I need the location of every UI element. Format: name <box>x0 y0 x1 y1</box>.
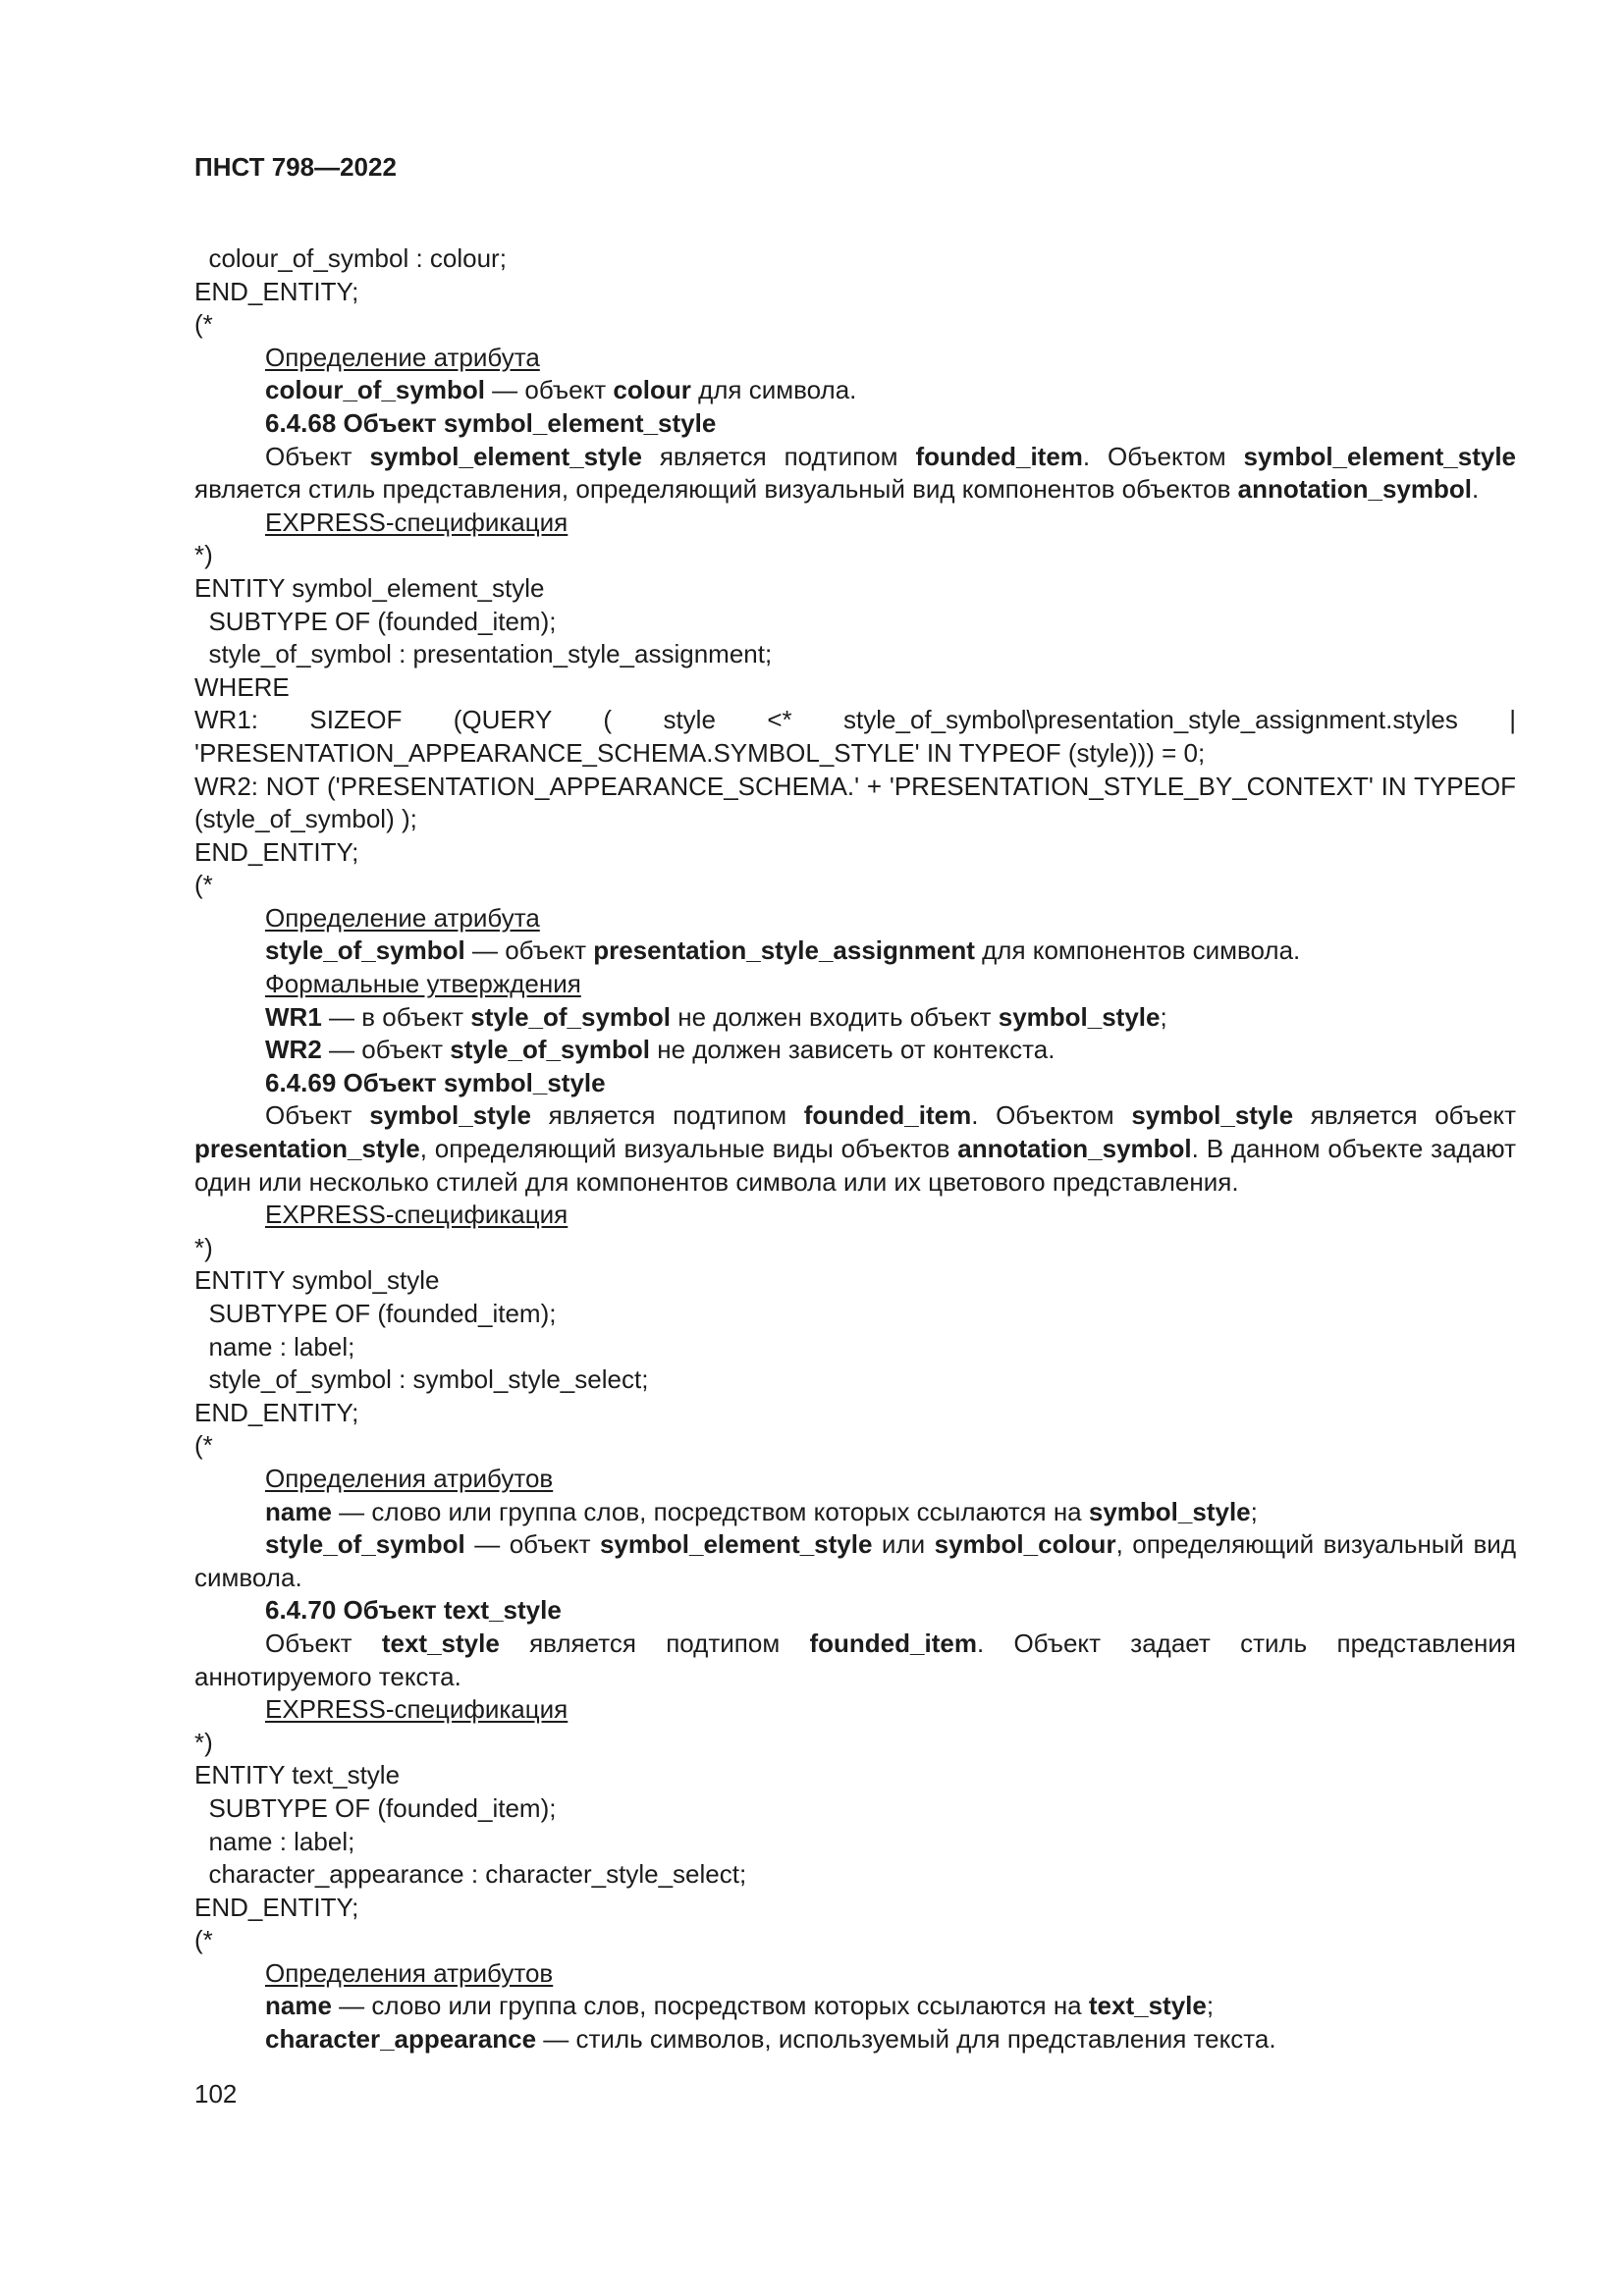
formal-statements-heading <box>194 968 1516 1001</box>
section-paragraph: Объект symbol_element_style является подтипом founded_item. Объектом symbol_element_style является стиль представления, определяющий визуальный вид компонентов объектов annotation_symbol. <box>194 441 1516 505</box>
express-spec-label: EXPRESS-спецификация <box>265 1200 568 1230</box>
code-line: ENTITY symbol_element_style <box>194 572 545 603</box>
attribute-definition-label: Определение атрибута <box>265 342 540 372</box>
document-id-header: ПНСТ 798—2022 <box>194 152 397 182</box>
rule-line-wr1: WR1 — в объект style_of_symbol не должен входить объект symbol_style; <box>265 1001 1167 1032</box>
code-line: character_appearance : character_style_select; <box>194 1859 747 1890</box>
attribute-definition-line: name — слово или группа слов, посредством которых ссылаются на text_style; <box>265 1991 1215 2021</box>
attribute-definition-line: colour_of_symbol — объект colour для символа. <box>265 375 857 405</box>
attribute-definition-heading <box>194 902 1516 935</box>
formal-statements-label: Формальные утверждения <box>265 969 581 999</box>
code-line-wrapped: WR2: NOT ('PRESENTATION_APPEARANCE_SCHEMA.' + 'PRESENTATION_STYLE_BY_CONTEXT' IN TYPEOF (style_of_symbol) ); <box>194 771 1516 834</box>
comment-close: *) <box>194 540 213 570</box>
express-spec-heading <box>194 1693 1516 1727</box>
comment-open: (* <box>194 1430 213 1461</box>
comment-close: *) <box>194 1727 213 1757</box>
section-heading-6-4-68: 6.4.68 Объект symbol_element_style <box>265 407 717 438</box>
code-line-wrapped: WR1: SIZEOF (QUERY ( style <* style_of_symbol\presentation_style_assignment.styles | 'PRESENTATION_APPEARANCE_SCHEMA.SYMBOL_STYLE' IN TYPEOF (style))) = 0; <box>194 705 1516 768</box>
code-line: END_ENTITY; <box>194 276 359 306</box>
attribute-definition-heading <box>194 342 1516 375</box>
comment-open: (* <box>194 870 213 900</box>
attribute-definition-line: style_of_symbol — объект symbol_element_style или symbol_colour, определяющий визуальный вид символа. <box>194 1529 1516 1592</box>
code-line: name : label; <box>194 1331 355 1362</box>
attribute-definition-line: character_appearance — стиль символов, используемый для представления текста. <box>265 2024 1276 2055</box>
document-page <box>194 147 1516 2056</box>
attribute-definition-label: Определение атрибута <box>265 902 540 933</box>
attribute-definitions-label: Определения атрибутов <box>265 1957 554 1988</box>
code-line: style_of_symbol : symbol_style_select; <box>194 1364 649 1395</box>
comment-open: (* <box>194 309 213 340</box>
attribute-definitions-heading <box>194 1957 1516 1991</box>
section-heading-6-4-70: 6.4.70 Объект text_style <box>265 1595 562 1626</box>
code-line: name : label; <box>194 1826 355 1856</box>
code-line: SUBTYPE OF (founded_item); <box>194 1299 557 1328</box>
express-spec-label: EXPRESS-спецификация <box>265 507 568 537</box>
rule-line-wr2: WR2 — объект style_of_symbol не должен зависеть от контекста. <box>265 1035 1056 1065</box>
attribute-definition-line: style_of_symbol — объект presentation_style_assignment для компонентов символа. <box>265 935 1301 966</box>
comment-open: (* <box>194 1925 213 1955</box>
attribute-definition-line: name — слово или группа слов, посредством которых ссылаются на symbol_style; <box>265 1496 1258 1526</box>
express-spec-heading <box>194 1199 1516 1232</box>
code-line: END_ENTITY; <box>194 836 359 867</box>
section-heading-6-4-69: 6.4.69 Объект symbol_style <box>265 1067 606 1097</box>
code-line: SUBTYPE OF (founded_item); <box>194 606 557 636</box>
code-line: colour_of_symbol : colour; <box>194 243 507 273</box>
page-number: 102 <box>194 2079 238 2109</box>
attribute-definitions-label: Определения атрибутов <box>265 1463 554 1493</box>
attribute-definitions-heading <box>194 1463 1516 1496</box>
comment-close: *) <box>194 1232 213 1262</box>
section-paragraph: Объект symbol_style является подтипом founded_item. Объектом symbol_style является объект presentation_style, определяющий визуальные виды объектов annotation_symbol. В данном объекте задают один или несколько стилей для компонентов символа или их цветового представления. <box>194 1100 1516 1197</box>
code-line: END_ENTITY; <box>194 1892 359 1922</box>
express-spec-label: EXPRESS-спецификация <box>265 1694 568 1725</box>
code-line: ENTITY text_style <box>194 1760 401 1790</box>
code-line: SUBTYPE OF (founded_item); <box>194 1792 557 1823</box>
code-line: WHERE <box>194 671 290 702</box>
code-line: END_ENTITY; <box>194 1397 359 1427</box>
express-spec-heading <box>194 507 1516 540</box>
section-paragraph: Объект text_style является подтипом founded_item. Объект задает стиль представления аннотируемого текста. <box>194 1628 1516 1691</box>
code-line: style_of_symbol : presentation_style_assignment; <box>194 639 773 669</box>
code-line: ENTITY symbol_style <box>194 1265 440 1296</box>
